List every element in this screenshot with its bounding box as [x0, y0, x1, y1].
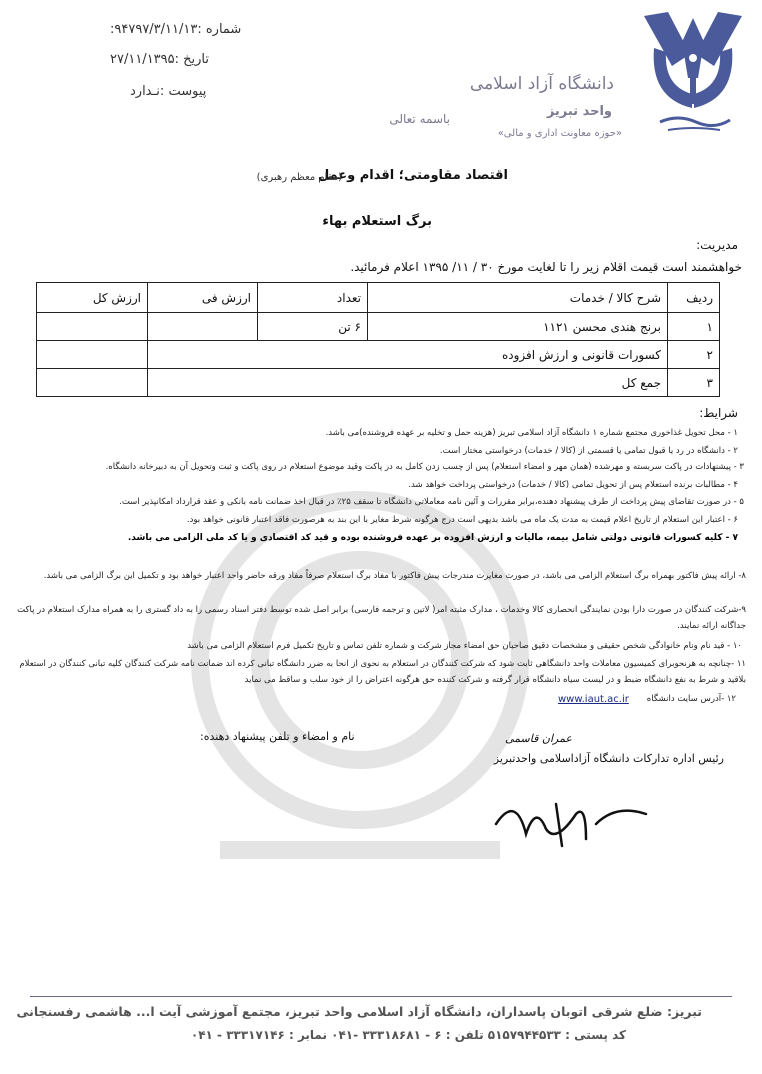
- conditions-title: شرایط:: [699, 406, 738, 420]
- header-index: ردیف: [668, 283, 720, 313]
- university-logo-icon: [638, 8, 748, 138]
- signer-name: عمران قاسمی: [505, 732, 572, 745]
- department-name: «حوزه معاونت اداری و مالی»: [497, 128, 622, 139]
- table-row: [37, 369, 720, 397]
- addressee: مدیریت:: [696, 238, 738, 252]
- motto: اقتصاد مقاومتی؛ اقدام وعمل: [317, 168, 508, 183]
- footer-address: تبریز: ضلع شرقی اتوبان پاسداران، دانشگاه آزاد اسلامی واحد تبریز، مجتمع آموزشی آیت ا... هاشمی رفسنجانی: [16, 1004, 702, 1019]
- cell-description: کسورات قانونی و ارزش افزوده: [148, 341, 668, 369]
- cell-total: [37, 369, 148, 397]
- condition-item: ۱۲ -آدرس سایت دانشگاه: [646, 694, 736, 704]
- header-description: شرح کالا / خدمات: [368, 283, 668, 313]
- table-row: [37, 313, 720, 341]
- cell-index: ۳: [668, 369, 720, 397]
- letter-date: تاریخ :۲۷/۱۱/۱۳۹۵: [110, 52, 210, 67]
- footer-divider: [30, 996, 732, 997]
- table-header-row: [37, 283, 720, 313]
- header-unit-price: ارزش فی: [148, 283, 258, 313]
- letter-attachment: پیوست :نـدارد: [130, 84, 207, 99]
- condition-item: ۴ - مطالبات برنده استعلام پس از تحویل تمامی (کالا / خدمات) درخواستی پرداخت خواهد شد.: [408, 480, 738, 490]
- bidder-signature-label: نام و امضاء و تلفن پیشنهاد دهنده:: [200, 730, 355, 743]
- motto-source: (مقام معظم رهبری): [256, 172, 342, 183]
- basmala: باسمه تعالی: [389, 112, 450, 126]
- cell-index: ۲: [668, 341, 720, 369]
- cell-quantity: ۶ تن: [258, 313, 368, 341]
- university-website-link[interactable]: www.iaut.ac.ir: [558, 694, 629, 705]
- condition-item: ۱۱ -چنانچه به هرنحوبرای کمیسیون معاملات واحد دانشگاهی ثابت شود که شرکت کنندگان در استعلام به نحوی از انحا به ضرر دانشگاه تبانی کرده اند ضمانت نامه شرکت کنندگان کلیه تبانی کنندگان در استعلام بلاقید و شرط به نفع دانشگاه ضبط و در لیست سیاه دانشگاه قرار گرفته و شرکت کننده حق هرگونه اعتراض را از خود سلب و ساقط می نماید: [19, 659, 746, 685]
- cell-total: [37, 313, 148, 341]
- condition-item: ۸- ارائه پیش فاکتور بهمراه برگ استعلام الزامی می باشد، در صورت مغایرت مندرجات پیش فاکتور با مفاد برگ استعلام صرفاً مفاد ورقه حاضر واجد اعتبار خواهد بود و تکمیل این برگ الزامی می باشد.: [43, 571, 746, 581]
- condition-item: ۷ - کلیه کسورات قانونی دولتی شامل بیمه، مالیات و ارزش افزوده بر عهده فروشنده بوده و قید کد اقتصادی و یا کد ملی الزامی می باشد.: [127, 533, 738, 543]
- header-total: ارزش کل: [37, 283, 148, 313]
- condition-item: ۱۰ - قید نام ونام خانوادگی شخص حقیقی و مشخصات دقیق صاحبان حق امضاء مجاز شرکت و شماره تلفن تماس و تاریخ تکمیل فرم استعلام الزامی می باشد: [187, 641, 742, 651]
- cell-description: جمع کل: [148, 369, 668, 397]
- condition-item: ۶ - اعتبار این استعلام از تاریخ اعلام قیمت به مدت یک ماه می باشد بدیهی است درج هرگونه شرط مغایر با این بند به هرصورت فاقد اعتبار قانونی خواهد بود.: [186, 515, 738, 525]
- signer-title: رئیس اداره تدارکات دانشگاه آزاداسلامی واحدتبریز: [493, 752, 724, 765]
- condition-item: ۲ - دانشگاه در رد یا قبول تمامی یا قسمتی از (کالا / خدمات) درخواستی مختار است.: [439, 446, 738, 456]
- university-name: دانشگاه آزاد اسلامی: [469, 74, 614, 94]
- condition-item: ۱ - محل تحویل غذاخوری مجتمع شماره ۱ دانشگاه آزاد اسلامی تبریز (هزینه حمل و تخلیه بر عهده فروشنده)می باشد.: [325, 428, 738, 438]
- cell-index: ۱: [668, 313, 720, 341]
- table-row: [37, 341, 720, 369]
- branch-name: واحد تبریز: [546, 104, 612, 119]
- condition-item: ۳ - پیشنهادات در پاکت سربسته و مهرشده (همان مهر و امضاء استعلام) پس از چسب زدن کامل به در پاکت وقید موضوع استعلام در روی پاکت و ثبت وتحویل آن به دبیرخانه دانشگاه.: [105, 462, 744, 472]
- condition-item: ۵ - در صورت تقاضای پیش پرداخت از طرف پیشنهاد دهنده،برابر مقررات و آئین نامه معاملاتی دانشگاه تا سقف ۲۵٪ در قبال اخذ ضمانت نامه بانکی و عقد قرارداد امکانپذیر است.: [119, 497, 744, 507]
- handwritten-signature-icon: [486, 784, 656, 854]
- header-quantity: تعداد: [258, 283, 368, 313]
- letter-number: شماره :۹۴۷۹۷/۳/۱۱/۱۳:: [110, 22, 242, 37]
- cell-total: [37, 341, 148, 369]
- footer-contact: کد پستی : ۵۱۵۷۹۴۴۵۳۳ تلفن : ۶ - ۳۳۳۱۸۶۸۱ -۰۴۱ نمابر : ۳۳۳۱۷۱۴۶ - ۰۴۱: [190, 1028, 626, 1042]
- request-text: خواهشمند است قیمت اقلام زیر را تا لغایت مورخ ۳۰ / ۱۱/ ۱۳۹۵ اعلام فرمائید.: [350, 260, 742, 274]
- items-table: [36, 282, 720, 397]
- condition-item: ۹-شرکت کنندگان در صورت دارا بودن نمایندگی انحصاری کالا وخدمات ، مدارک مثبته امر( لاتین و ترجمه فارسی) برابر اصل شده توسط دفتر اسناد رسمی را به داد گستری را به همراه مدارک استعلام در پاکت جداگانه ارائه نمایند.: [17, 605, 746, 631]
- form-title: برگ استعلام بهاء: [322, 214, 432, 229]
- cell-unit-price: [148, 313, 258, 341]
- cell-description: برنج هندی محسن ۱۱۲۱: [368, 313, 668, 341]
